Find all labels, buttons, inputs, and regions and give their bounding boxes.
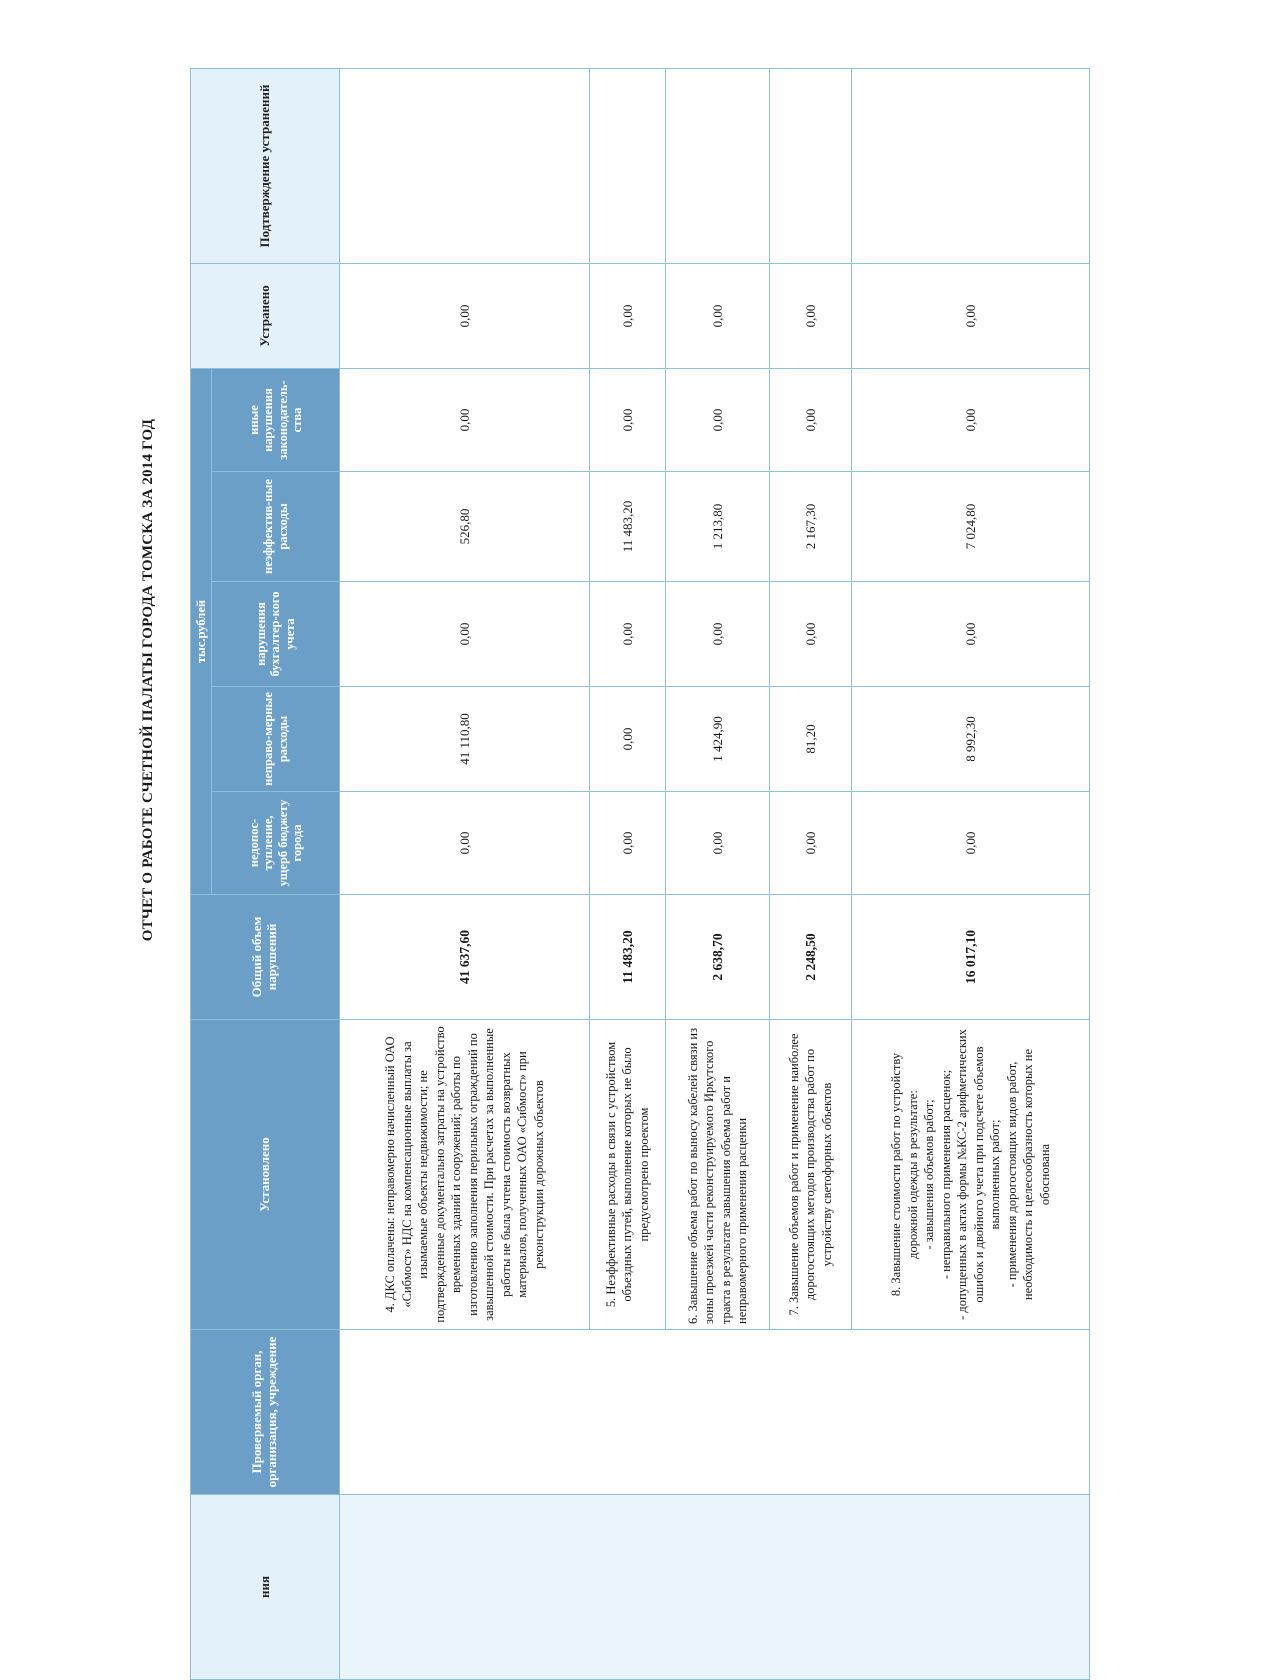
finding-cell — [852, 1020, 1090, 1330]
header-fixed: Устранено — [191, 264, 340, 369]
fixed-cell: 0,00 — [340, 264, 590, 369]
value-cell: 0,00 — [666, 792, 770, 895]
header-inefficient-expenses: неэффектив-ные расходы — [212, 472, 340, 582]
value-cell: 0,00 — [340, 582, 590, 687]
header-unlawful-expenses: неправо-мерные расходы — [212, 687, 340, 792]
audited-org-cell — [340, 1330, 1090, 1495]
value-cell: 0,00 — [770, 582, 852, 687]
violations-table — [190, 68, 1090, 1680]
finding-line: - завышения объемов работ; — [922, 1099, 936, 1250]
confirmation-cell — [590, 69, 666, 264]
value-cell: 11 483,20 — [590, 472, 666, 582]
value-cell: 0,00 — [770, 792, 852, 895]
fixed-cell: 0,00 — [770, 264, 852, 369]
value-cell: 0,00 — [340, 792, 590, 895]
confirmation-cell — [340, 69, 590, 264]
value-cell: 0,00 — [590, 792, 666, 895]
value-cell: 1 213,80 — [666, 472, 770, 582]
value-cell: 8 992,30 — [852, 687, 1090, 792]
fixed-cell: 0,00 — [852, 264, 1090, 369]
finding-cell: 6. Завышение объема работ по выносу кабелей связи из зоны проезжей части реконструируемого Иркутского тракта в результате завышения объема работ и неправомерного применения расценки — [666, 1020, 770, 1330]
total-cell: 41 637,60 — [340, 895, 590, 1020]
value-cell: 2 167,30 — [770, 472, 852, 582]
value-cell: 81,20 — [770, 687, 852, 792]
value-cell: 0,00 — [852, 582, 1090, 687]
value-cell: 0,00 — [340, 369, 590, 472]
header-established: Установлено — [191, 1020, 340, 1330]
confirmation-cell — [666, 69, 770, 264]
value-cell: 7 024,80 — [852, 472, 1090, 582]
value-cell: 526,80 — [340, 472, 590, 582]
value-cell: 0,00 — [852, 792, 1090, 895]
value-cell: 0,00 — [590, 687, 666, 792]
table-row — [340, 69, 590, 1680]
header-fix-confirmation: Подтверждение устранений — [191, 69, 340, 264]
finding-line: 8. Завышение стоимости работ по устройству дорожной одежды в результате: — [889, 1052, 920, 1297]
value-cell: 1 424,90 — [666, 687, 770, 792]
confirmation-cell — [852, 69, 1090, 264]
total-cell: 11 483,20 — [590, 895, 666, 1020]
header-accounting-violations: нарушения бухгалтер-кого учета — [212, 582, 340, 687]
value-cell: 0,00 — [666, 369, 770, 472]
finding-cell: 7. Завышение объемов работ и применение наиболее дорогостоящих методов производства работ по устройству светофорных объектов — [770, 1020, 852, 1330]
header-revenue-shortfall: недопос-тупление, ущерб бюджету города — [212, 792, 340, 895]
value-cell: 0,00 — [770, 369, 852, 472]
finding-cell: 5. Неэффективные расходы в связи с устройством объездных путей, выполнение которых не было предусмотрено проектом — [590, 1020, 666, 1330]
header-total-violations: Общий объем нарушений — [191, 895, 340, 1020]
header-col-number: ния — [191, 1495, 340, 1680]
total-cell: 2 248,50 — [770, 895, 852, 1020]
finding-line: - неправильного применения расценок; — [938, 1069, 953, 1280]
header-group-units: тыс.рублей — [191, 369, 212, 895]
value-cell: 0,00 — [590, 369, 666, 472]
value-cell: 0,00 — [590, 582, 666, 687]
number-cell — [340, 1495, 1090, 1680]
fixed-cell: 0,00 — [666, 264, 770, 369]
confirmation-cell — [770, 69, 852, 264]
value-cell: 41 110,80 — [340, 687, 590, 792]
header-other-violations: иные нарушения законодатель-ства — [212, 369, 340, 472]
header-row — [191, 69, 212, 1680]
fixed-cell: 0,00 — [590, 264, 666, 369]
value-cell: 0,00 — [852, 369, 1090, 472]
page-title: ОТЧЕТ О РАБОТЕ СЧЕТНОЙ ПАЛАТЫ ГОРОДА ТОМСКА ЗА 2014 ГОД — [140, 418, 156, 942]
finding-line: - допущенных в актах формы №КС-2 арифметических ошибок и двойного учета при подсчете объемов выполненных работ; — [955, 1029, 1002, 1320]
header-audited-org: Проверяемый орган, организация, учреждение — [191, 1330, 340, 1495]
finding-line: - применения дорогостоящих видов работ, необходимость и целесообразность которых не обоснована — [1004, 1048, 1052, 1301]
value-cell: 0,00 — [666, 582, 770, 687]
total-cell: 16 017,10 — [852, 895, 1090, 1020]
total-cell: 2 638,70 — [666, 895, 770, 1020]
finding-cell: 4. ДКС оплачены: неправомерно начисленный ОАО «Сибмост» НДС на компенсационные выплаты за изымаемые объекты недвижимости; не подтвержденные документально затраты на устройство временных зданий и сооружений; работы по изготовлению заполнения перильных ограждений по завышенной стоимости. При расчетах за выполненные работы не была учтена стоимость возвратных материалов, полученных ОАО «Сибмост» при реконструкции дорожных объектов — [340, 1020, 590, 1330]
